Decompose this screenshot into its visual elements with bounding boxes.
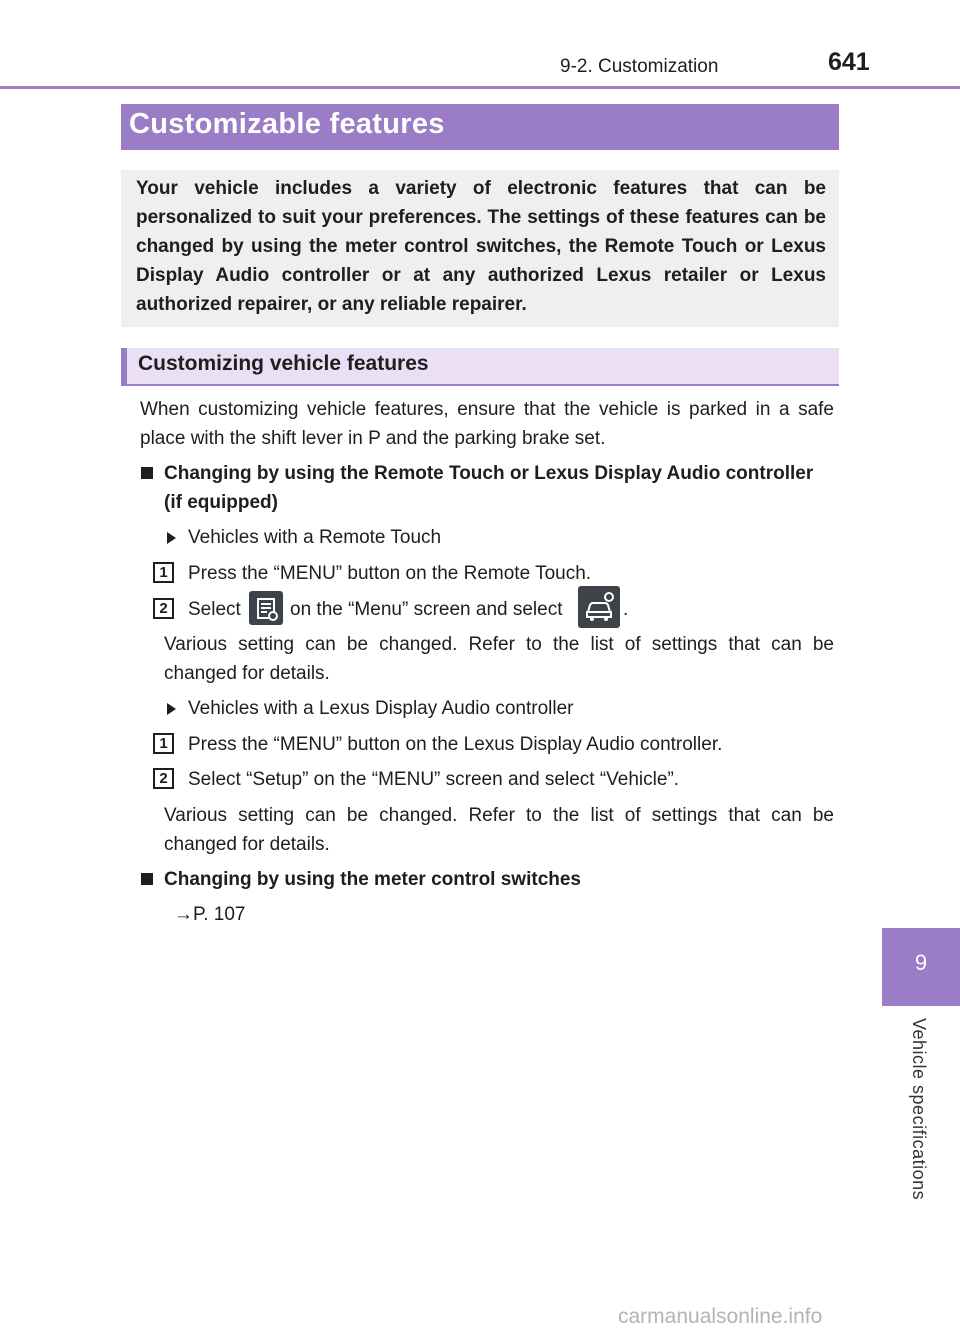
setup-icon [249, 591, 283, 625]
intro-text: Your vehicle includes a variety of electronic features that can be personalized to suit your preferences. The settings of these features can be changed by using the meter control switches, the Remote Touch or Lexus Display Audio controller or at any authorized Lexus retailer or Lexus authorized repairer, or any reliable repairer. [136, 178, 826, 315]
group-b-step2: Select “Setup” on the “MENU” screen and select “Vehicle”. [188, 769, 680, 790]
section-accent [121, 348, 127, 386]
page-number: 641 [828, 48, 870, 76]
running-header-section: 9-2. Customization [560, 56, 719, 77]
group-a-note-line2: changed for details. [164, 663, 330, 684]
group-a-step2-pre: Select [188, 599, 241, 620]
step-number-2: 2 [153, 598, 174, 619]
chapter-number: 9 [914, 950, 928, 975]
step-number-1: 1 [153, 562, 174, 583]
group-b-note-line2: changed for details. [164, 834, 330, 855]
group-a-label: Vehicles with a Remote Touch [188, 527, 442, 548]
page-reference-link[interactable]: →P. 107 [174, 904, 246, 925]
group-a-step1: Press the “MENU” button on the Remote Touch. [188, 563, 592, 584]
sub-heading-1-line1: Changing by using the Remote Touch or Lexus Display Audio controller [164, 463, 814, 484]
section-heading: Customizing vehicle features [138, 352, 429, 375]
group-b-label: Vehicles with a Lexus Display Audio controller [188, 698, 574, 719]
group-b-step1: Press the “MENU” button on the Lexus Display Audio controller. [188, 734, 723, 755]
step-number-1: 1 [153, 733, 174, 754]
square-bullet [141, 467, 153, 479]
sub-heading-2: Changing by using the meter control switches [164, 869, 581, 890]
chapter-label: Vehicle specifications [909, 1018, 929, 1201]
vehicle-settings-icon [578, 586, 620, 628]
group-a-step2-mid: on the “Menu” screen and select [290, 599, 563, 620]
triangle-bullet-icon [167, 532, 176, 544]
triangle-bullet-icon [167, 703, 176, 715]
header-rule [0, 86, 960, 89]
section-paragraph: When customizing vehicle features, ensure that the vehicle is parked in a safe place with the shift lever in P and the parking brake set. [140, 399, 834, 449]
sub-heading-1-line2: (if equipped) [164, 492, 278, 513]
group-a-note-line1: Various setting can be changed. Refer to the list of settings that can be [164, 634, 834, 655]
page-title: Customizable features [129, 108, 445, 140]
step-number-2: 2 [153, 768, 174, 789]
square-bullet [141, 873, 153, 885]
group-b-note-line1: Various setting can be changed. Refer to the list of settings that can be [164, 805, 834, 826]
watermark: carmanualsonline.info [618, 1305, 823, 1328]
group-a-step2-post: . [623, 599, 629, 620]
